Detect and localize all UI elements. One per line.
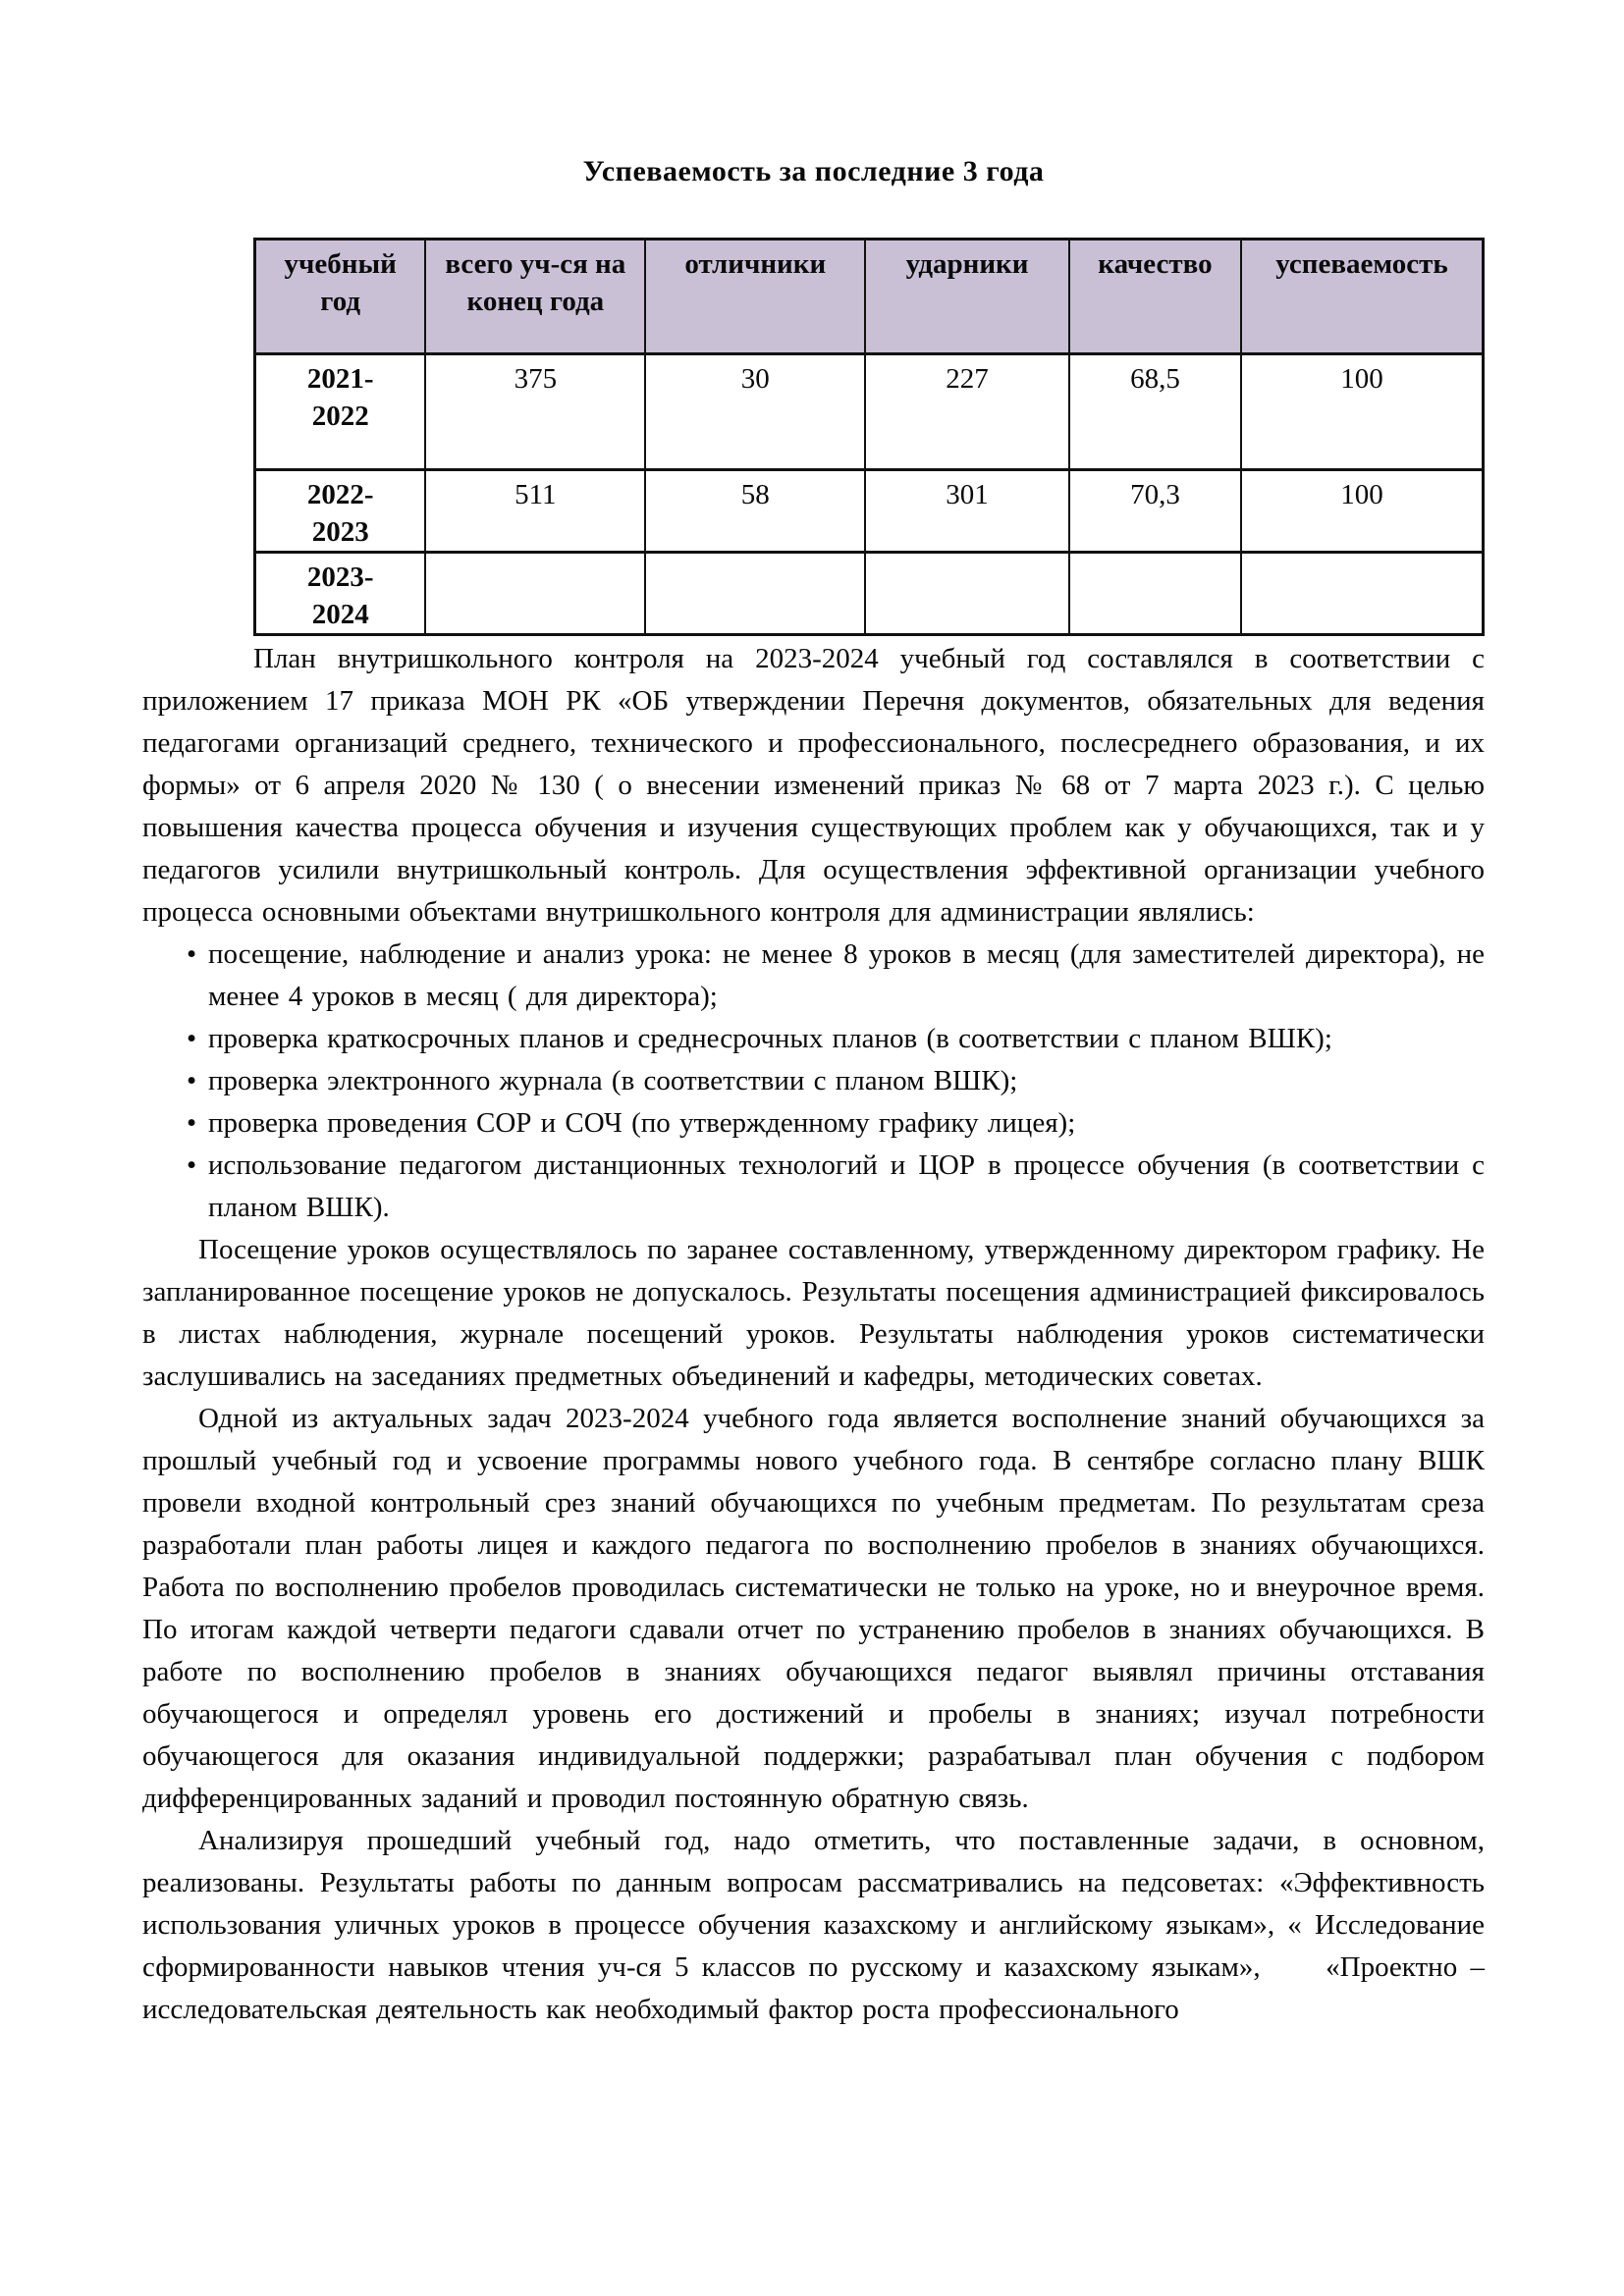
paragraph-knowledge-gaps: Одной из актуальных задач 2023-2024 учебного года является восполнение знаний обучающихся за прошлый учебный год и усвоение программы нового учебного года. В сентябре согласно плану ВШК провели входной контрольный срез знаний обучающихся по учебным предметам. По результатам среза разработали план работы лицея и каждого педагога по восполнению пробелов в знаниях обучающихся. Работа по восполнению пробелов проводилась систематически не только на уроке, но и внеурочное время. По итогам каждой четверти педагоги сдавали отчет по устранению пробелов в знаниях обучающихся. В работе по восполнению пробелов в знаниях обучающихся педагог выявлял причины отставания обучающегося и определял уровень его достижений и пробелы в знаниях; изучал потребности обучающегося для оказания индивидуальной поддержки; разрабатывал план обучения с подбором дифференцированных заданий и проводил постоянную обратную связь.	[142, 1403, 1485, 1814]
list-item	[142, 1102, 1485, 1145]
paragraph-visits: Посещение уроков осуществлялось по заранее составленному, утвержденному директором графику. Не запланированное посещение уроков не допускалось. Результаты посещения администрацией фиксировалось в листах наблюдения, журнале посещений уроков. Результаты наблюдения уроков систематически заслушивались на заседаниях предметных объединений и кафедры, методических советах.	[142, 1234, 1485, 1392]
cell-progress	[1241, 553, 1484, 635]
cell-total: 375	[425, 354, 645, 470]
cell-good: 227	[865, 354, 1069, 470]
year-part: 2021-	[306, 363, 374, 395]
paragraph-intro: План внутришкольного контроля на 2023-2024 учебный год составлялся в соответствии с приложением 17 приказа МОН РК «ОБ утверждении Перечня документов, обязательных для ведения педагогами организаций среднего, технического и профессионального, послесреднего образования, и их формы» от 6 апреля 2020 № 130 ( о внесении изменений приказ № 68 от 7 марта 2023 г.). С целью повышения качества процесса обучения и изучения существующих проблем как у обучающихся, так и у педагогов усилили внутришкольный контроль. Для осуществления эффективной организации учебного процесса основными объектами внутришкольного контроля для администрации являлись:	[142, 643, 1485, 928]
list-item	[142, 1060, 1485, 1102]
cell-quality: 70,3	[1069, 470, 1241, 553]
list-item-text: использование педагогом дистанционных технологий и ЦОР в процессе обучения (в соответствии с планом ВШК).	[208, 1149, 1485, 1223]
column-header-excellent: отличники	[645, 240, 865, 354]
list-item-text: проверка проведения СОР и СОЧ (по утвержденному графику лицея);	[208, 1107, 1076, 1139]
cell-excellent	[645, 553, 865, 635]
cell-excellent: 58	[645, 470, 865, 553]
cell-year	[255, 470, 426, 553]
list-item	[142, 934, 1485, 1018]
page-title: Успеваемость за последние 3 года	[582, 155, 1045, 187]
cell-quality	[1069, 553, 1241, 635]
column-header-progress: успеваемость	[1241, 240, 1484, 354]
cell-good: 301	[865, 470, 1069, 553]
list-item	[142, 1145, 1485, 1229]
column-header-total: всего уч-ся на конец года	[425, 240, 645, 354]
cell-progress: 100	[1241, 354, 1484, 470]
table-row	[255, 553, 1484, 635]
bullet-icon: •	[187, 1149, 197, 1181]
year-part: 2024	[311, 599, 369, 630]
year-part: 2023-	[306, 561, 374, 593]
bullet-icon: •	[187, 1107, 197, 1139]
list-item-text: проверка электронного журнала (в соответствии с планом ВШК);	[208, 1065, 1018, 1096]
list-item	[142, 1018, 1485, 1060]
column-header-good: ударники	[865, 240, 1069, 354]
table-row	[255, 470, 1484, 553]
cell-good	[865, 553, 1069, 635]
control-objects-list	[142, 934, 1485, 1229]
year-part: 2023	[311, 516, 369, 548]
year-part: 2022-	[306, 479, 374, 510]
cell-total: 511	[425, 470, 645, 553]
cell-excellent: 30	[645, 354, 865, 470]
bullet-icon: •	[187, 1023, 197, 1054]
list-item-text: посещение, наблюдение и анализ урока: не менее 8 уроков в месяц (для заместителей директора), не менее 4 уроков в месяц ( для директора);	[208, 938, 1485, 1012]
bullet-icon: •	[187, 938, 197, 970]
cell-total	[425, 553, 645, 635]
cell-year	[255, 553, 426, 635]
list-item-text: проверка краткосрочных планов и среднесрочных планов (в соответствии с планом ВШК);	[208, 1023, 1332, 1054]
table-header-row	[255, 240, 1484, 354]
bullet-icon: •	[187, 1065, 197, 1096]
table-row	[255, 354, 1484, 470]
document-body	[142, 638, 1485, 2031]
cell-quality: 68,5	[1069, 354, 1241, 470]
cell-progress: 100	[1241, 470, 1484, 553]
column-header-quality: качество	[1069, 240, 1241, 354]
year-part: 2022	[311, 400, 369, 432]
cell-year	[255, 354, 426, 470]
paragraph-analysis: Анализируя прошедший учебный год, надо отметить, что поставленные задачи, в основном, реализованы. Результаты работы по данным вопросам рассматривались на педсоветах: «Эффективность использования уличных уроков в процессе обучения казахскому и английскому языкам», « Исследование сформированности навыков чтения уч-ся 5 классов по русскому и казахскому языкам», «Проектно – исследовательская деятельность как необходимый фактор роста профессионального	[142, 1825, 1485, 2025]
column-header-year: учебный год	[255, 240, 426, 354]
performance-table	[253, 238, 1485, 636]
